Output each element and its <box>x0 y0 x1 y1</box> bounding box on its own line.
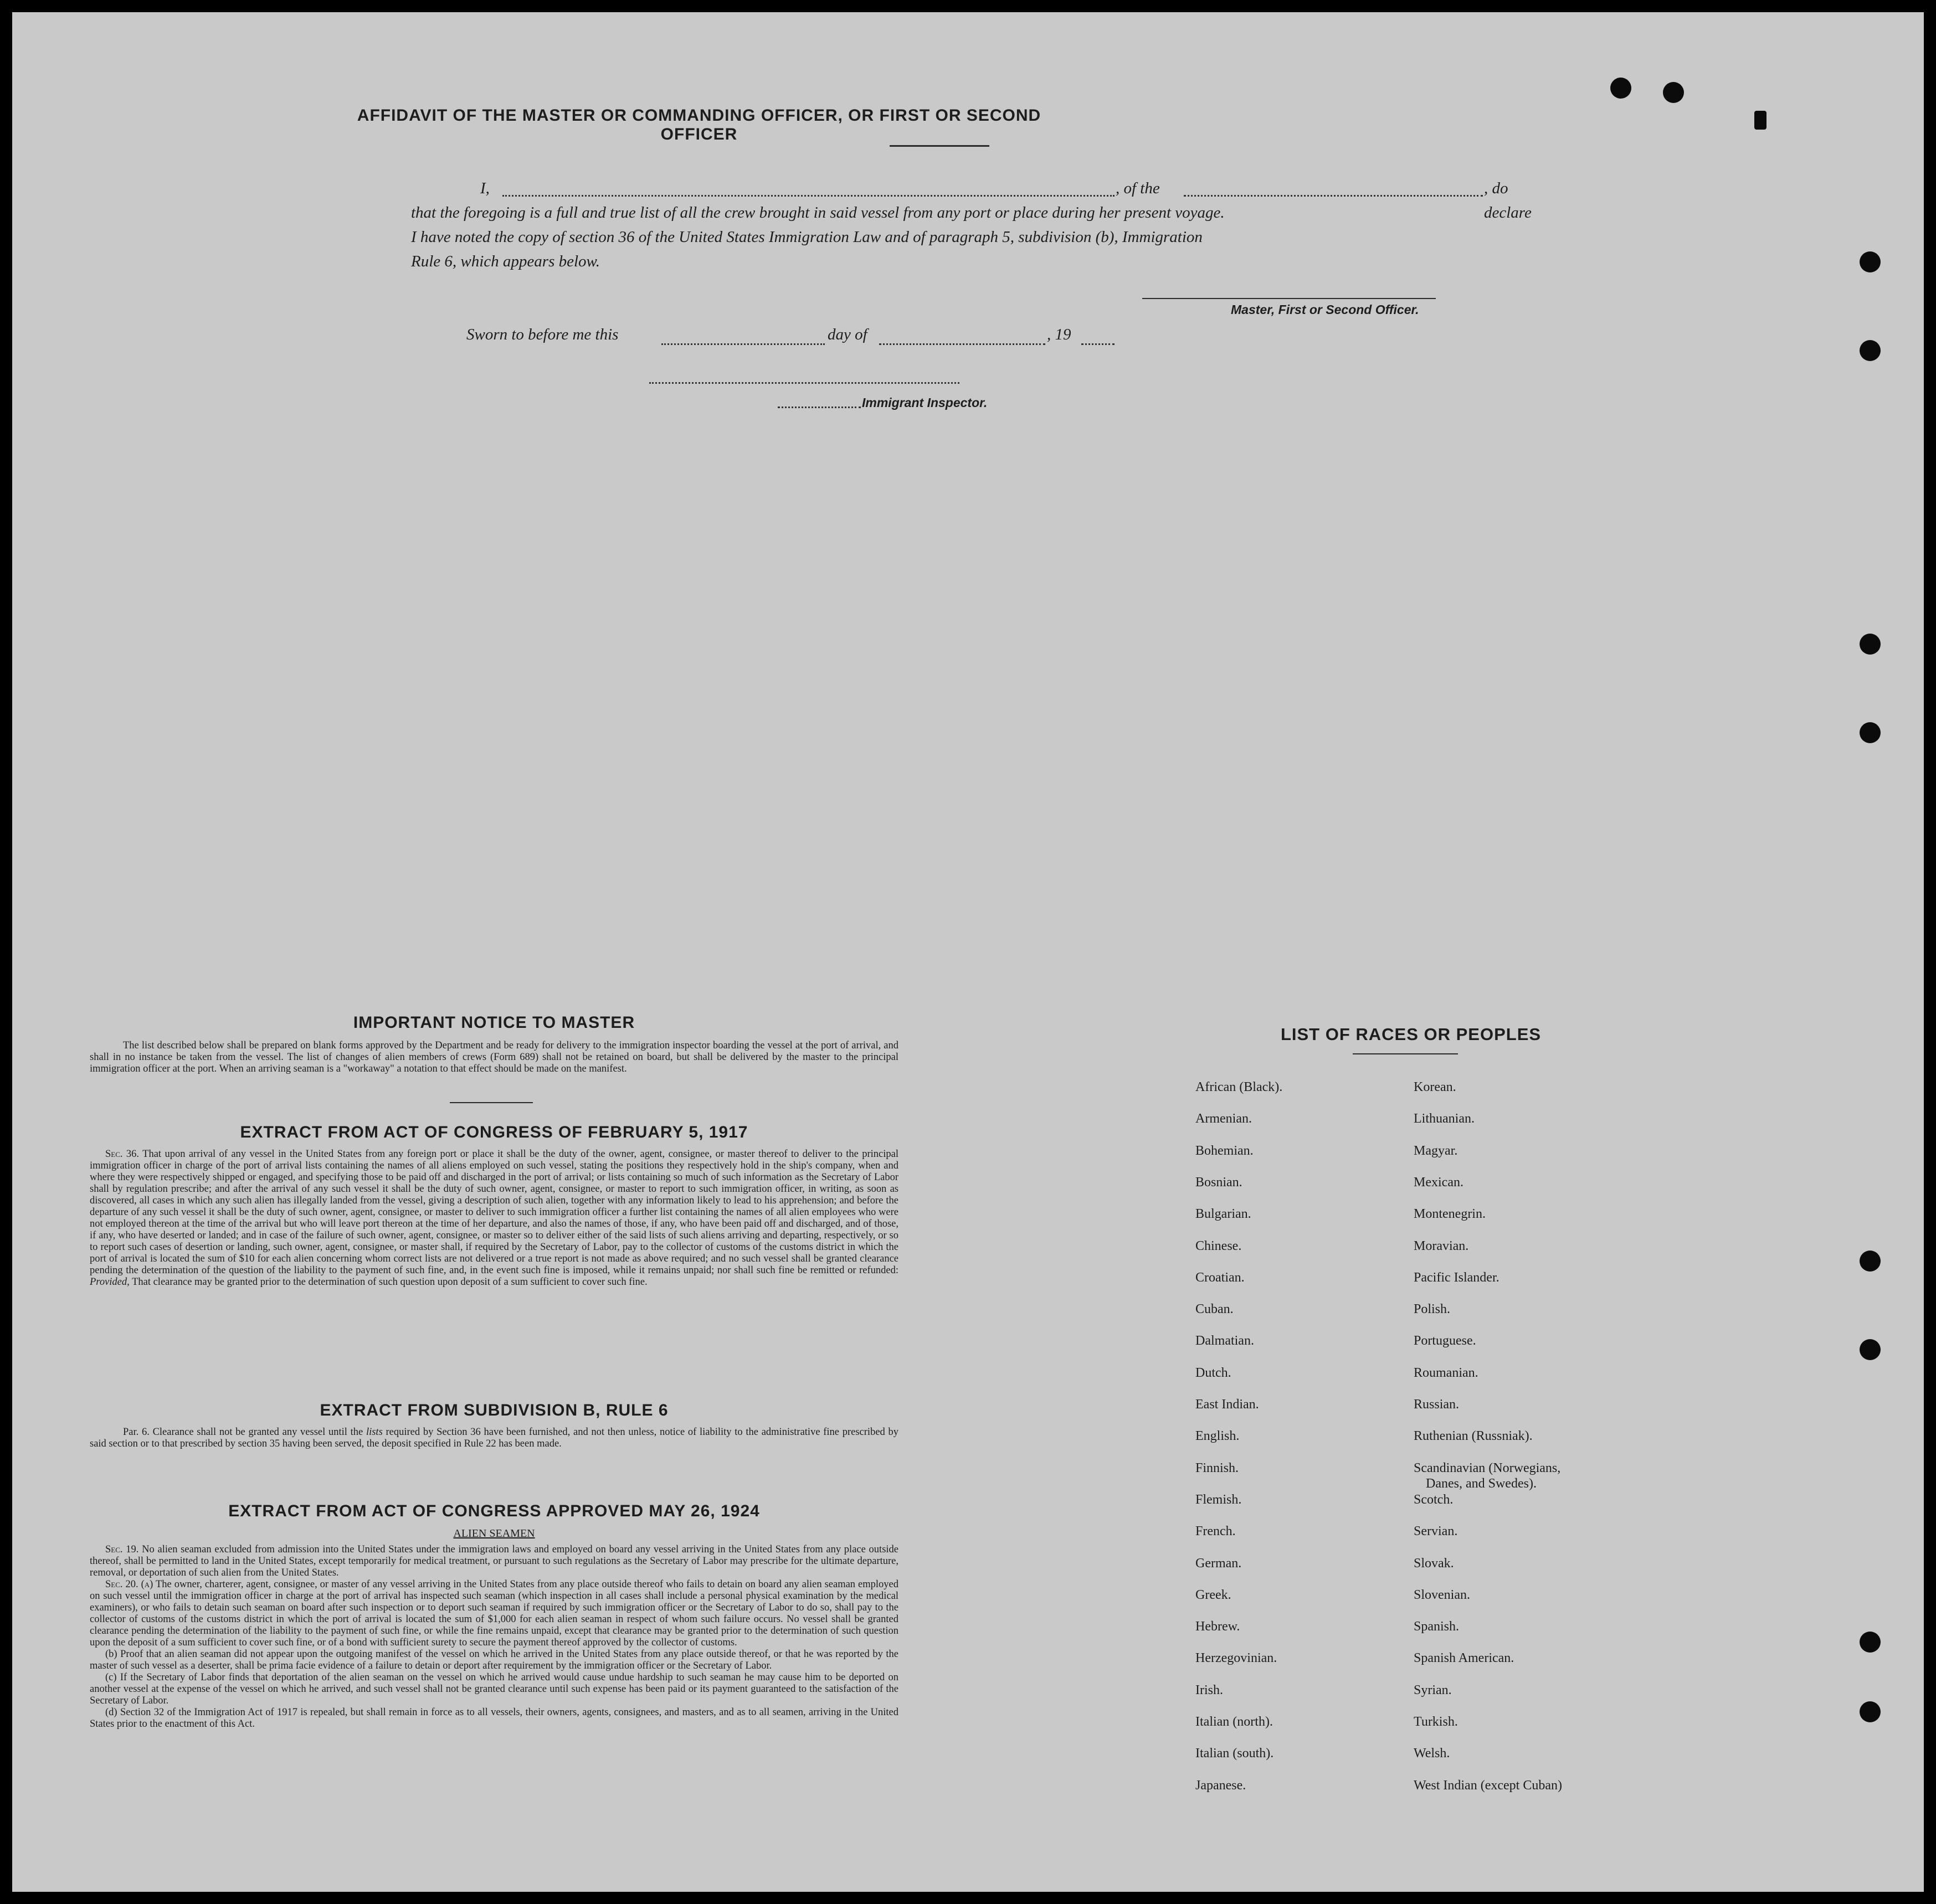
affidavit-block <box>411 176 1532 274</box>
race-item: Scandinavian (Norwegians, <box>1414 1460 1561 1475</box>
race-item: Herzegovinian. <box>1195 1651 1277 1666</box>
sec-20-label: Sec. 20. (a) <box>105 1579 153 1590</box>
alien-seamen-subtitle: ALIEN SEAMEN <box>453 1527 535 1540</box>
proviso-text: That clearance may be granted prior to the determination of such question upon deposit of a sum sufficient to cover such fine. <box>132 1277 648 1288</box>
race-item: Greek. <box>1195 1587 1231 1602</box>
extract-1917-title: EXTRACT FROM ACT OF CONGRESS OF FEBRUARY 5, 1917 <box>240 1123 748 1141</box>
race-item: Italian (north). <box>1195 1715 1273 1729</box>
race-item: Spanish. <box>1414 1619 1460 1634</box>
lists-word: lists <box>366 1427 383 1438</box>
race-item: Armenian. <box>1195 1111 1252 1126</box>
race-item: Hebrew. <box>1195 1619 1240 1634</box>
race-item: Japanese. <box>1195 1778 1246 1793</box>
extract-1924-body <box>90 1544 898 1730</box>
race-item: Cuban. <box>1195 1302 1234 1317</box>
extract-1924-title: EXTRACT FROM ACT OF CONGRESS APPROVED MAY 26, 1924 <box>228 1502 760 1520</box>
sec-20b-label: (b) <box>105 1649 117 1660</box>
race-item: Korean. <box>1414 1080 1456 1094</box>
punch-hole <box>1860 340 1881 361</box>
punch-hole <box>1860 722 1881 743</box>
sec-20a-paragraph <box>90 1579 898 1649</box>
race-item: West Indian (except Cuban) <box>1414 1778 1562 1793</box>
sworn-year-field[interactable] <box>1081 343 1115 345</box>
document-page <box>12 12 1924 1892</box>
sec-20b-paragraph <box>90 1649 898 1672</box>
vessel-field[interactable] <box>1184 195 1483 197</box>
race-item: English. <box>1195 1429 1240 1444</box>
rule-6-body <box>90 1427 898 1450</box>
notice-body: The list described below shall be prepared on blank forms approved by the Department and be ready for delivery to the immigration inspector boarding the vessel at the port of arrival, and shall in no instance be taken from the vessel. The list of changes of alien members of crews (Form 689) shall not be retained on board, but shall be delivered by the master to the principal immigration officer at the port. When an arriving seaman is a "workaway" a notation to that effect should be made on the manifest. <box>90 1040 898 1074</box>
sec-19-label: Sec. 19. <box>105 1544 139 1555</box>
punch-hole <box>1860 1701 1881 1722</box>
title-rule <box>890 145 989 147</box>
signature-label: Master, First or Second Officer. <box>1231 302 1419 317</box>
punch-hole <box>1860 634 1881 655</box>
punch-hole <box>1663 82 1684 103</box>
extract-1917-body <box>90 1149 898 1288</box>
of-the-label: , of the <box>1116 179 1160 197</box>
race-item: Flemish. <box>1195 1492 1242 1507</box>
race-item: Servian. <box>1414 1524 1458 1539</box>
sec-19-text: No alien seaman excluded from admission into the United States under the immigration laws and employed on board any vessel arriving in the United States from any place outside thereof, shall be permitted to land in the United States, except temporarily for medical treatment, or pursuant to such regulations as the Secretary of Labor may prescribe for the ultimate departure, removal, or deportation of such alien from the United States. <box>90 1544 899 1578</box>
race-item: Mexican. <box>1414 1175 1463 1190</box>
inspector-label: Immigrant Inspector. <box>862 395 988 410</box>
race-item: Spanish American. <box>1414 1651 1514 1666</box>
sec-20c-label: (c) <box>105 1672 117 1683</box>
race-item: French. <box>1195 1524 1236 1539</box>
affidavit-title: AFFIDAVIT OF THE MASTER OR COMMANDING OFFICER, OR FIRST OR SECOND OFFICER <box>357 106 1041 143</box>
race-item: Welsh. <box>1414 1746 1450 1761</box>
race-item: Syrian. <box>1414 1682 1452 1697</box>
race-item: Danes, and Swedes). <box>1426 1476 1537 1491</box>
race-item: Moravian. <box>1414 1238 1469 1253</box>
inspector-dots <box>778 406 861 408</box>
race-item: Bulgarian. <box>1195 1207 1251 1222</box>
signature-line[interactable] <box>1142 298 1436 299</box>
race-item: Irish. <box>1195 1682 1223 1697</box>
race-item: East Indian. <box>1195 1397 1259 1412</box>
race-item: Montenegrin. <box>1414 1207 1486 1222</box>
notice-title: IMPORTANT NOTICE TO MASTER <box>353 1013 635 1032</box>
day-of-label: day of <box>828 326 867 343</box>
year-label: , 19 <box>1047 326 1071 343</box>
sec-20c-text: If the Secretary of Labor finds that deportation of the alien seaman on the vessel on which he arrived would cause undue hardship to such seaman he may cause him to be deported on another vessel at the expense of the vessel on which he arrived, and such vessel shall not be granted clearance until such expense has been paid or its payment guaranteed to the satisfaction of the Secretary of Labor. <box>90 1672 898 1706</box>
inspector-signature-line[interactable] <box>649 382 959 384</box>
sec-20a-text: The owner, charterer, agent, consignee, or master of any vessel arriving in the United States from any place outside thereof who fails to detain on board any alien seaman employed on such vessel until the immigration officer in charge at the port of arrival has inspected such seaman (which inspection in all cases shall include a personal physical examination by the medical examiners), or who fails to detain such seaman on board after such inspection or to deport such seaman if required by such immigration officer or the Secretary of Labor to do so, shall pay to the collector of customs of the customs district in which the port of arrival is located the sum of $1,000 for each alien seaman in respect of whom such failure occurs. No vessel shall be granted clearance pending the determination of the liability to the payment of such fine, or while the fine remains unpaid, except that clearance may be granted prior to the determination of such question upon the deposit of a sum sufficient to cover such fine, or of a bond with sufficient surety to secure the payment thereof approved by the collector of customs. <box>90 1579 898 1648</box>
race-item: Roumanian. <box>1414 1365 1478 1380</box>
notice-rule <box>450 1102 533 1103</box>
sec-36-text: That upon arrival of any vessel in the United States from any foreign port or place it shall be the duty of the owner, agent, consignee, or master thereof to deliver to the principal immigration officer in charge of the port of arrival lists containing the names of all aliens employed on such vessel, stating the positions they respectively hold in the ship's company, when and where they were respectively shipped or engaged, and specifying those to be paid off and discharged in the port of arrival; or lists containing so much of such information as the Secretary of Labor shall by regulation prescribe; and after the arrival of any such vessel it shall be the duty of such owner, agent, consignee, or master to report to such immigration officer, in writing, as soon as discovered, all cases in which any such alien has illegally landed from the vessel, giving a description of such alien, together with any information likely to lead to his apprehension; and before the departure of any such vessel it shall be the duty of such owner, agent, consignee, or master to deliver to such immigration officer a further list containing the names of all alien employees who were not employed thereon at the time of the arrival but who will leave port thereon at the time of her departure, and also the names of those, if any, who have been paid off and discharged, and of those, if any, who have deserted or landed; and in case of the failure of such owner, agent, consignee, or master so to deliver either of the said lists of such aliens arriving and departing, respectively, or so to report such cases of desertion or landing, such owner, agent, consignee, or master shall, if required by the Secretary of Labor, pay to the collector of customs of the customs district in which the port of arrival is located the sum of $10 for each alien concerning whom correct lists are not delivered or a true report is not made as above required; and no such vessel shall be granted clearance pending the determination of the question of the liability to the payment of such fine, and, in the event such fine is imposed, while it remains unpaid; nor shall such fine be remitted or refunded: <box>90 1149 899 1276</box>
race-item: Dutch. <box>1195 1365 1231 1380</box>
rule-6-title: EXTRACT FROM SUBDIVISION B, RULE 6 <box>320 1401 669 1419</box>
sec-20d-paragraph <box>90 1707 898 1730</box>
affidavit-line-3: I have noted the copy of section 36 of the United States Immigration Law and of paragraph 5, subdivision (b), Immigration <box>411 228 1203 246</box>
punch-hole <box>1860 1339 1881 1360</box>
affidavit-line-2: that the foregoing is a full and true list of all the crew brought in said vessel from any port or place during her present voyage. <box>411 204 1225 222</box>
sec-20b-text: Proof that an alien seaman did not appear upon the outgoing manifest of the vessel on which he arrived in the United States from any place outside thereof, or that he was reported by the master of such vessel as a deserter, shall be prima facie evidence of a failure to detain or deport after requirement by the immigration officer or the Secretary of Labor. <box>90 1649 899 1671</box>
punch-hole <box>1860 1251 1881 1272</box>
par-6-label: Par. 6. <box>123 1427 150 1438</box>
sworn-day-field[interactable] <box>661 343 825 345</box>
sworn-label: Sworn to before me this <box>466 326 619 343</box>
race-item: Slovak. <box>1414 1556 1454 1571</box>
race-item: Chinese. <box>1195 1238 1242 1253</box>
punch-hole <box>1754 111 1766 130</box>
races-title: LIST OF RACES OR PEOPLES <box>1280 1025 1542 1044</box>
race-item: African (Black). <box>1195 1080 1283 1094</box>
race-item: Scotch. <box>1414 1492 1454 1507</box>
race-item: German. <box>1195 1556 1242 1571</box>
race-item: Polish. <box>1414 1302 1451 1317</box>
punch-hole <box>1860 1632 1881 1653</box>
race-item: Dalmatian. <box>1195 1334 1254 1349</box>
affidavit-line-4: Rule 6, which appears below. <box>411 253 600 270</box>
sec-20d-label: (d) <box>105 1707 117 1718</box>
sworn-line <box>466 326 1131 350</box>
rule-6-text-a: Clearance shall not be granted any vessel until the <box>152 1427 363 1438</box>
race-item: Bohemian. <box>1195 1143 1254 1158</box>
sec-19-paragraph <box>90 1544 898 1579</box>
punch-hole <box>1610 78 1631 99</box>
name-field[interactable] <box>502 195 1115 197</box>
race-item: Portuguese. <box>1414 1334 1476 1349</box>
sec-20d-text: Section 32 of the Immigration Act of 1917 is repealed, but shall remain in force as to all vessels, their owners, agents, consignees, and masters, and as to all seamen, arriving in the United States prior to the enactment of this Act. <box>90 1707 898 1730</box>
punch-hole <box>1860 251 1881 272</box>
race-item: Croatian. <box>1195 1270 1245 1285</box>
race-item: Slovenian. <box>1414 1587 1470 1602</box>
sec-36-label: Sec. 36. <box>105 1149 140 1160</box>
race-item: Finnish. <box>1195 1460 1239 1475</box>
do-declare-label: , do declare <box>1484 179 1532 222</box>
race-item: Ruthenian (Russniak). <box>1414 1429 1533 1444</box>
sworn-month-field[interactable] <box>879 343 1045 345</box>
race-item: Italian (south). <box>1195 1746 1274 1761</box>
race-item: Pacific Islander. <box>1414 1270 1499 1285</box>
races-rule <box>1353 1053 1458 1054</box>
race-item: Turkish. <box>1414 1715 1458 1729</box>
provided-word: Provided, <box>90 1277 130 1288</box>
i-label: I, <box>480 179 490 197</box>
race-item: Lithuanian. <box>1414 1111 1475 1126</box>
race-item: Bosnian. <box>1195 1175 1242 1190</box>
race-item: Russian. <box>1414 1397 1460 1412</box>
rule-6-text-b: required by Section 36 have been furnished, and not then unless, notice of liability to the administrative fine prescribed by said section or to that prescribed by section 35 having been served, the deposit specified in Rule 22 has been made. <box>90 1427 898 1449</box>
race-item: Magyar. <box>1414 1143 1458 1158</box>
sec-20c-paragraph <box>90 1672 898 1707</box>
